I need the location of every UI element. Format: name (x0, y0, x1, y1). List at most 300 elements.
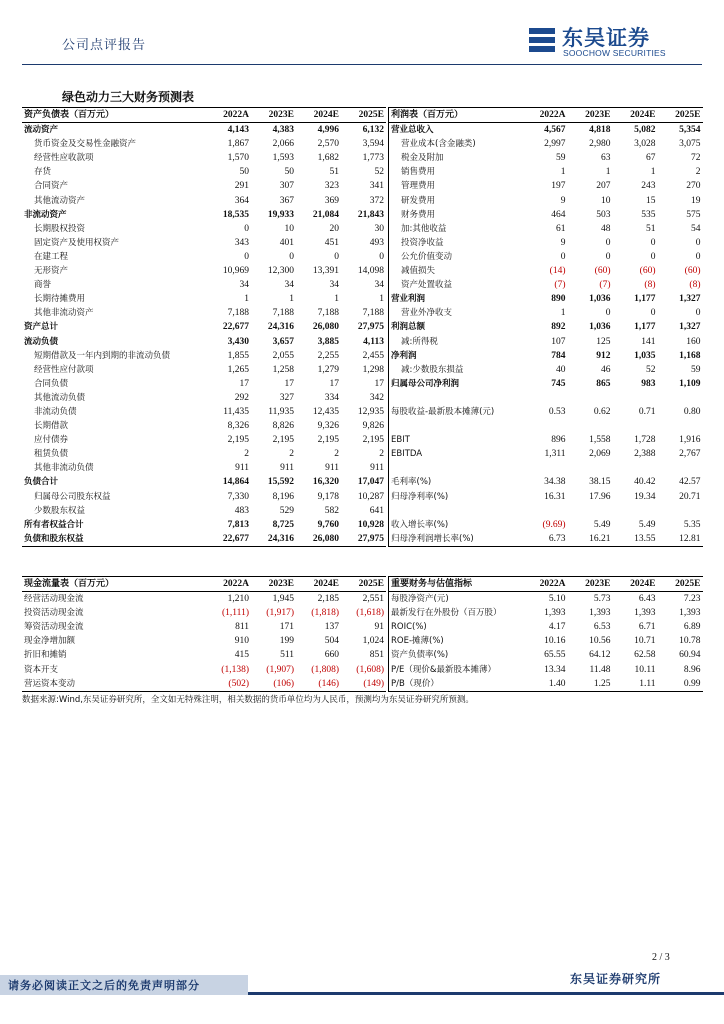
value-cell: 19.34 (634, 491, 656, 502)
row-label (389, 504, 523, 518)
value-cell: 1,867 (227, 139, 249, 150)
table-header-row (389, 577, 703, 592)
table-row (22, 391, 386, 405)
table-row (389, 363, 703, 377)
table-row (22, 222, 386, 236)
value-cell: 0 (334, 251, 339, 262)
year-header-cell: 2025E (358, 579, 384, 589)
value-cell: 52 (646, 364, 656, 375)
year-header-cell: 2024E (313, 579, 339, 589)
table-row (22, 236, 386, 250)
table-row (22, 137, 386, 151)
value-cell (613, 419, 658, 433)
row-label: 所有者权益合计 (24, 519, 84, 530)
value-cell: 62.58 (634, 650, 656, 661)
value-cell: 8,326 (227, 421, 249, 432)
value-cell: 10.78 (679, 636, 701, 647)
value-cell: 364 (234, 195, 249, 206)
value-cell: 483 (234, 505, 249, 516)
value-cell: 12,935 (357, 406, 384, 417)
table-row (389, 419, 703, 433)
value-cell: 2,767 (679, 449, 701, 460)
value-cell: 2 (289, 449, 294, 460)
value-cell: 851 (369, 650, 384, 661)
value-cell: 493 (369, 237, 384, 248)
value-cell: 42.57 (679, 477, 701, 488)
value-cell: (1,818) (311, 608, 339, 619)
value-cell: 3,430 (227, 336, 249, 347)
table-row (389, 179, 703, 193)
value-cell: 1,177 (634, 322, 656, 333)
value-cell: 15,592 (267, 477, 294, 488)
row-label: P/E（现价&最新股本摊薄） (389, 663, 523, 677)
value-cell: 3,657 (272, 336, 294, 347)
table-row (22, 518, 386, 532)
row-label: 存货 (34, 167, 52, 178)
value-cell: 504 (324, 636, 339, 647)
value-cell (568, 461, 613, 475)
row-label: 应付债券 (34, 435, 69, 446)
value-cell: 19,933 (267, 209, 294, 220)
page-number: 2 / 3 (652, 952, 670, 963)
value-cell: 243 (641, 181, 656, 192)
value-cell: 511 (280, 650, 294, 661)
footer-band-rule (248, 992, 724, 995)
value-cell (523, 419, 568, 433)
row-label: 经营活动现金流 (24, 594, 84, 605)
row-label: 管理费用 (389, 179, 523, 193)
value-cell: 1 (560, 167, 566, 178)
value-cell: 1,036 (589, 322, 611, 333)
value-cell: 17 (239, 378, 249, 389)
row-label: 资产总计 (24, 322, 59, 333)
value-cell: 40.42 (634, 477, 656, 488)
value-cell: 17 (329, 378, 339, 389)
table-row (22, 663, 386, 677)
table-row (389, 151, 703, 165)
value-cell: 2,185 (317, 594, 339, 605)
value-cell: 865 (596, 378, 611, 389)
page-title: 绿色动力三大财务预测表 (62, 90, 195, 104)
value-cell: 6.43 (638, 594, 656, 605)
value-cell: 52 (374, 167, 384, 178)
value-cell: 14,864 (222, 477, 249, 488)
value-cell (613, 504, 658, 518)
value-cell: 0 (650, 308, 656, 319)
value-cell: 9 (560, 237, 566, 248)
value-cell: 503 (596, 209, 611, 220)
value-cell: 1 (560, 308, 566, 319)
value-cell: (7) (554, 280, 566, 291)
value-cell: 575 (686, 209, 701, 220)
value-cell: 784 (551, 350, 566, 361)
table-row (22, 320, 386, 334)
value-cell: 11,935 (268, 406, 294, 417)
value-cell: 2,195 (362, 435, 384, 446)
value-cell: 4,383 (272, 125, 294, 136)
year-header-cell: 2022A (223, 110, 249, 120)
value-cell: 0.62 (593, 406, 611, 417)
table-row (389, 518, 703, 532)
table-row (389, 320, 703, 334)
value-cell: 1,855 (227, 350, 249, 361)
value-cell: (1,907) (266, 664, 294, 675)
value-cell (658, 419, 703, 433)
value-cell: 48 (601, 223, 611, 234)
value-cell: 1,728 (634, 435, 656, 446)
value-cell: (106) (273, 678, 294, 689)
value-cell: 7.23 (683, 594, 701, 605)
row-label: 资产处置收益 (389, 278, 523, 292)
value-cell: 2,055 (272, 350, 294, 361)
value-cell: 9,178 (317, 491, 339, 502)
value-cell: 0 (244, 251, 249, 262)
value-cell: (60) (594, 266, 611, 277)
value-cell: 21,843 (357, 209, 384, 220)
table-row (22, 292, 386, 306)
value-cell (658, 504, 703, 518)
value-cell: 10.16 (544, 636, 566, 647)
table-row (22, 208, 386, 222)
value-cell: 1.25 (593, 678, 611, 689)
value-cell: 0 (379, 251, 384, 262)
table-row (22, 165, 386, 179)
value-cell: 20 (329, 223, 339, 234)
table-row (389, 236, 703, 250)
value-cell: 3,885 (317, 336, 339, 347)
row-label: 在建工程 (34, 251, 69, 262)
table-row (389, 194, 703, 208)
table-row (389, 377, 703, 391)
value-cell: 1,311 (544, 449, 566, 460)
value-cell: 2,195 (272, 435, 294, 446)
value-cell: 0.53 (548, 406, 566, 417)
value-cell: 34 (329, 280, 339, 291)
value-cell: 1,265 (227, 364, 249, 375)
value-cell: 125 (596, 336, 611, 347)
row-label: 非流动负债 (34, 406, 77, 417)
value-cell: (8) (644, 280, 656, 291)
value-cell: 21,084 (312, 209, 339, 220)
value-cell: 16,320 (312, 477, 339, 488)
year-header-cell: 2022A (539, 579, 566, 589)
value-cell: 367 (279, 195, 294, 206)
row-label: EBIT (389, 433, 523, 447)
row-label: 合同负债 (34, 378, 69, 389)
row-label: P/B（现价） (389, 677, 523, 692)
value-cell: 24,316 (267, 533, 294, 544)
row-label: 折旧和摊销 (24, 650, 67, 661)
table-title-cell: 资产负债表（百万元） (24, 110, 115, 120)
value-cell: 19 (691, 195, 701, 206)
value-cell: 291 (234, 181, 249, 192)
value-cell: 4,143 (227, 125, 249, 136)
value-cell: 270 (686, 181, 701, 192)
value-cell: 0 (560, 251, 566, 262)
value-cell: 4,567 (544, 125, 566, 136)
table-row (22, 532, 386, 547)
value-cell: (1,138) (221, 664, 249, 675)
value-cell: 912 (596, 350, 611, 361)
value-cell: 11,435 (223, 406, 249, 417)
row-label: 归属母公司净利润 (389, 377, 523, 391)
table-row (22, 419, 386, 433)
row-label: 其他非流动负债 (34, 463, 94, 474)
row-label: 归母净利率(%) (389, 490, 523, 504)
report-type-label: 公司点评报告 (62, 38, 147, 53)
table-row (22, 349, 386, 363)
value-cell: 1,327 (679, 294, 701, 305)
row-label: 税金及附加 (389, 151, 523, 165)
value-cell: (1,608) (356, 664, 384, 675)
row-label: 营运资本变动 (24, 678, 76, 689)
value-cell: (1,111) (222, 608, 249, 619)
value-cell: 137 (324, 622, 339, 633)
value-cell: 1.11 (639, 678, 656, 689)
value-cell (568, 419, 613, 433)
row-label: 短期借款及一年内到期的非流动负债 (34, 350, 171, 361)
value-cell: (7) (599, 280, 611, 291)
table-row (22, 677, 386, 692)
value-cell: 1,682 (317, 153, 339, 164)
value-cell: (502) (228, 678, 249, 689)
value-cell: 1,258 (272, 364, 294, 375)
income-statement-table (388, 107, 703, 547)
balance-sheet-table (22, 107, 386, 547)
value-cell: 1,570 (227, 153, 249, 164)
row-label: 投资净收益 (389, 236, 523, 250)
table-row (389, 592, 703, 607)
year-header-cell: 2022A (223, 579, 249, 589)
key-metrics-table (388, 576, 703, 692)
logo-english-text: SOOCHOW SECURITIES (563, 48, 666, 58)
table-row (389, 222, 703, 236)
value-cell: 9,326 (317, 421, 339, 432)
row-label: 加:其他收益 (389, 222, 523, 236)
table-row (389, 137, 703, 151)
value-cell: 1 (289, 294, 294, 305)
row-label: 负债合计 (24, 477, 59, 488)
table-row (22, 194, 386, 208)
value-cell: 12,435 (312, 406, 339, 417)
value-cell: 0 (605, 251, 611, 262)
row-label: 营业外净收支 (389, 306, 523, 320)
value-cell: 811 (235, 622, 249, 633)
value-cell: 5.73 (593, 594, 611, 605)
value-cell: 141 (641, 336, 656, 347)
value-cell (613, 391, 658, 405)
table-row (22, 490, 386, 504)
year-header-cell: 2025E (675, 579, 701, 589)
row-label: 其他流动资产 (34, 195, 86, 206)
table-row (389, 447, 703, 461)
table-title-cell: 重要财务与估值指标 (389, 577, 523, 592)
row-label: 归母净利润增长率(%) (389, 532, 523, 547)
row-label: 资产负债率(%) (389, 648, 523, 662)
value-cell: 72 (691, 153, 701, 164)
table-row (389, 278, 703, 292)
value-cell: 18,535 (222, 209, 249, 220)
footer-disclaimer: 请务必阅读正文之后的免责声明部分 (8, 979, 200, 992)
value-cell: 343 (234, 237, 249, 248)
value-cell: 0 (605, 308, 611, 319)
value-cell: 5.49 (593, 519, 611, 530)
table-row (22, 335, 386, 349)
value-cell: 0 (605, 237, 611, 248)
table-row (22, 151, 386, 165)
value-cell: 0.80 (683, 406, 701, 417)
value-cell: 27,975 (357, 322, 384, 333)
value-cell: 1,393 (544, 608, 566, 619)
value-cell: 2,255 (317, 350, 339, 361)
value-cell: 6.71 (638, 622, 656, 633)
value-cell: 2 (379, 449, 384, 460)
value-cell: 51 (329, 167, 339, 178)
value-cell: 4.17 (548, 622, 566, 633)
value-cell: 2,997 (544, 139, 566, 150)
table-row (22, 363, 386, 377)
value-cell: 8,196 (272, 491, 294, 502)
table-header-row (389, 108, 703, 123)
value-cell (523, 461, 568, 475)
value-cell: 10.71 (634, 636, 656, 647)
value-cell: 660 (324, 650, 339, 661)
value-cell: 11.48 (589, 664, 611, 675)
value-cell: 2 (695, 167, 701, 178)
table-row (389, 663, 703, 677)
table-row (389, 391, 703, 405)
value-cell: 0.99 (683, 678, 701, 689)
value-cell: 14,098 (357, 266, 384, 277)
logo-chinese-text: 东吴证券 (562, 26, 650, 50)
cash-flow-table (22, 576, 386, 692)
value-cell: 13.55 (634, 533, 656, 544)
value-cell: 1,393 (679, 608, 701, 619)
row-label: 归属母公司股东权益 (34, 491, 111, 502)
table-row (22, 447, 386, 461)
value-cell: 1,393 (589, 608, 611, 619)
value-cell: (1,917) (266, 608, 294, 619)
table-row (389, 606, 703, 620)
row-label: 减:少数股东损益 (389, 363, 523, 377)
value-cell: 20.71 (679, 491, 701, 502)
value-cell: 15 (646, 195, 656, 206)
table-row (389, 335, 703, 349)
table-row (389, 306, 703, 320)
value-cell: 415 (234, 650, 249, 661)
table-row (22, 250, 386, 264)
value-cell: 50 (284, 167, 294, 178)
value-cell: 369 (324, 195, 339, 206)
value-cell: 3,594 (362, 139, 384, 150)
soochow-logo (528, 24, 678, 62)
table-title-cell: 利润表（百万元） (389, 108, 523, 123)
value-cell: 896 (551, 435, 566, 446)
value-cell (523, 391, 568, 405)
table-row (22, 264, 386, 278)
value-cell: 61 (556, 223, 566, 234)
row-label: 其他流动负债 (34, 392, 86, 403)
value-cell: 51 (646, 223, 656, 234)
value-cell: 529 (279, 505, 294, 516)
value-cell: 911 (235, 463, 249, 474)
value-cell: 8.96 (683, 664, 701, 675)
value-cell: (60) (639, 266, 656, 277)
value-cell: 292 (234, 392, 249, 403)
value-cell: 1,916 (679, 435, 701, 446)
value-cell: 34 (239, 280, 249, 291)
value-cell: 67 (646, 153, 656, 164)
row-label: 利润总额 (389, 320, 523, 334)
value-cell: 27,975 (357, 533, 384, 544)
value-cell: 1 (379, 294, 384, 305)
value-cell: 171 (279, 622, 294, 633)
value-cell: 2,195 (227, 435, 249, 446)
value-cell: (146) (318, 678, 339, 689)
value-cell: 10,969 (222, 266, 249, 277)
value-cell: 9,760 (317, 519, 339, 530)
table-header-row (22, 108, 386, 123)
value-cell: 1,327 (679, 322, 701, 333)
value-cell: (149) (363, 678, 384, 689)
table-row (389, 620, 703, 634)
value-cell: 16.21 (589, 533, 611, 544)
row-label: 其他非流动资产 (34, 308, 94, 319)
year-header-cell: 2025E (675, 110, 701, 120)
table-row (22, 606, 386, 620)
value-cell: 6.89 (683, 622, 701, 633)
value-cell: 7,188 (227, 308, 249, 319)
value-cell: 34.38 (544, 477, 566, 488)
row-label: 减值损失 (389, 264, 523, 278)
value-cell: 1 (650, 167, 656, 178)
value-cell: 1,945 (272, 594, 294, 605)
value-cell: 0 (650, 237, 656, 248)
value-cell: 582 (324, 505, 339, 516)
data-source-note: 数据来源:Wind,东吴证券研究所，全文如无特殊注明，相关数据的货币单位均为人民币，预测均为东吴证券研究所预测。 (22, 695, 474, 705)
row-label: 公允价值变动 (389, 250, 523, 264)
value-cell: 10 (601, 195, 611, 206)
row-label: 营业成本(含金融类) (389, 137, 523, 151)
value-cell: 307 (279, 181, 294, 192)
value-cell: 535 (641, 209, 656, 220)
table-row (22, 179, 386, 193)
value-cell: 199 (279, 636, 294, 647)
table-row (389, 648, 703, 662)
value-cell: 2,195 (317, 435, 339, 446)
value-cell: 2,570 (317, 139, 339, 150)
value-cell: 6,132 (362, 125, 384, 136)
value-cell: 59 (691, 364, 701, 375)
table-row (389, 292, 703, 306)
value-cell: 4,818 (589, 125, 611, 136)
row-label: 流动负债 (24, 336, 59, 347)
table-row (22, 620, 386, 634)
table-row (22, 504, 386, 518)
row-label: 筹资活动现金流 (24, 622, 84, 633)
row-label: 毛利率(%) (389, 475, 523, 489)
table-row (389, 504, 703, 518)
value-cell: 1,279 (317, 364, 339, 375)
table-row (22, 634, 386, 648)
value-cell: 2 (334, 449, 339, 460)
value-cell: 2,388 (634, 449, 656, 460)
value-cell: 22,677 (222, 322, 249, 333)
value-cell: (14) (549, 266, 566, 277)
value-cell: 890 (551, 294, 566, 305)
row-label: 资本开支 (24, 664, 59, 675)
value-cell: 34 (284, 280, 294, 291)
